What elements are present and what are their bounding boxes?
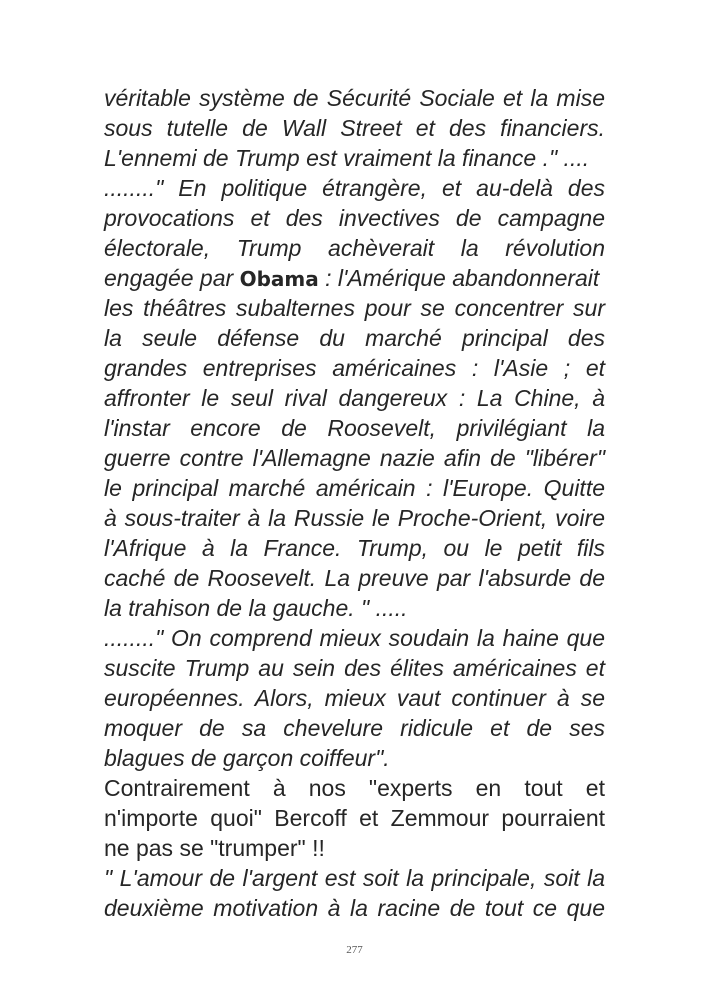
text-line: la seule défense du marché principal des [104, 325, 605, 351]
text-line: sous tutelle de Wall Street et des financiers. [104, 115, 605, 141]
text-line: le principal marché américain : l'Europe. Quitte [104, 475, 605, 501]
page-number: 277 [346, 944, 363, 956]
text-line: véritable système de Sécurité Sociale et la mise [104, 85, 605, 111]
text-line: européennes. Alors, mieux vaut continuer à se [104, 685, 605, 711]
text-line [104, 263, 605, 293]
text-line: " L'amour de l'argent est soit la principale, soit la [104, 865, 605, 891]
text-line: deuxième motivation à la racine de tout ce que [104, 895, 605, 921]
text-line: blagues de garçon coiffeur". [104, 745, 390, 771]
text-line: ne pas se "trumper" !! [104, 835, 325, 861]
text-segment: : l'Amérique abandonnerait [318, 265, 600, 291]
body-text [104, 83, 605, 923]
text-line: guerre contre l'Allemagne nazie afin de "libérer" [104, 445, 605, 471]
text-line: les théâtres subalternes pour se concentrer sur [104, 295, 605, 321]
text-line: moquer de sa chevelure ridicule et de ses [104, 715, 605, 741]
text-line: électorale, Trump achèverait la révolution [104, 235, 605, 261]
text-line: affronter le seul rival dangereux : La Chine, à [104, 385, 605, 411]
text-line: ........" On comprend mieux soudain la haine que [104, 625, 605, 651]
text-line: grandes entreprises américaines : l'Asie ; et [104, 355, 605, 381]
text-line: n'importe quoi" Bercoff et Zemmour pourraient [104, 805, 605, 831]
text-line: Contrairement à nos "experts en tout et [104, 775, 605, 801]
bold-name: Obama [239, 267, 319, 291]
text-line: ........" En politique étrangère, et au-delà des [104, 175, 605, 201]
text-line: l'Afrique à la France. Trump, ou le petit fils [104, 535, 605, 561]
text-line: suscite Trump au sein des élites américaines et [104, 655, 605, 681]
text-line: à sous-traiter à la Russie le Proche-Orient, voire [104, 505, 605, 531]
text-line: l'instar encore de Roosevelt, privilégiant la [104, 415, 605, 441]
text-line: L'ennemi de Trump est vraiment la finance ." .... [104, 145, 590, 171]
text-segment: engagée par [104, 265, 234, 291]
text-line: caché de Roosevelt. La preuve par l'absurde de [104, 565, 605, 591]
text-line: la trahison de la gauche. " ..... [104, 595, 408, 621]
text-line: provocations et des invectives de campagne [104, 205, 605, 231]
